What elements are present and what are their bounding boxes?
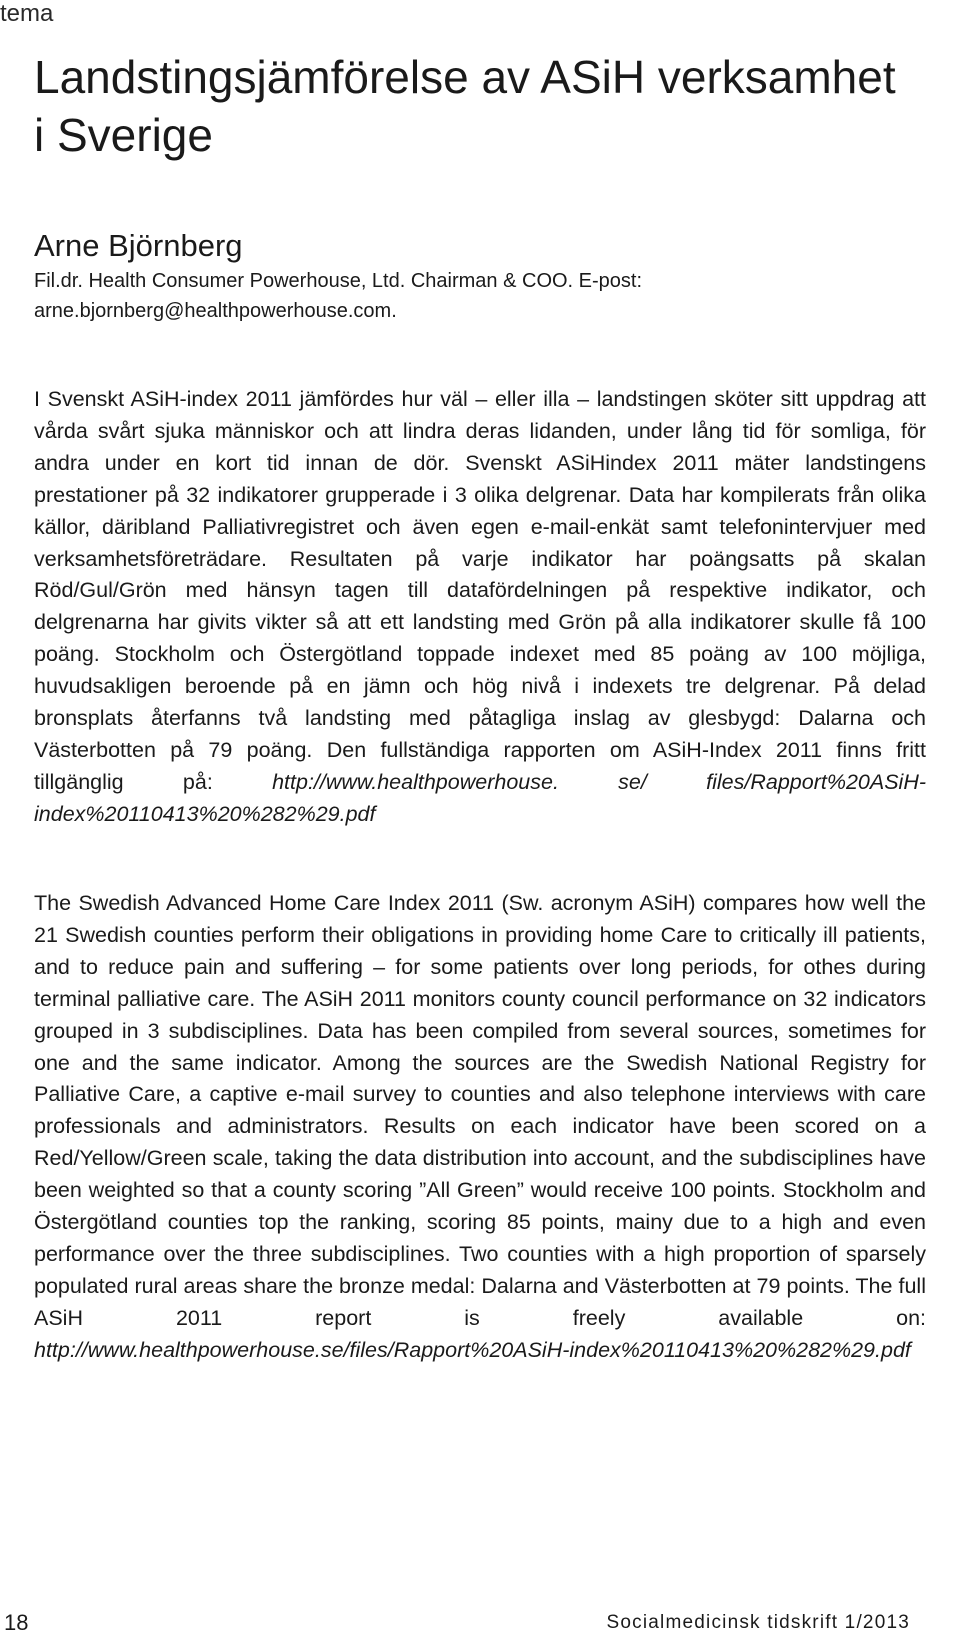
report-link-english[interactable]: http://www.healthpowerhouse.se/files/Rapport%20ASiH-index%20110413%20%282%29.pdf [34, 1337, 911, 1362]
abstract-english [34, 888, 926, 1367]
section-tag: tema [0, 0, 54, 27]
abstract-swedish-text: I Svenskt ASiH-index 2011 jämfördes hur väl – eller illa – landstingen sköter sitt uppdrag att vårda svårt sjuka människor och att lindra deras lidanden, under lång tid för somliga, för andra under en kort tid innan de dör. Svenskt ASiHindex 2011 mäter landstingens prestationer på 32 indikatorer grupperade i 3 olika delgrenar. Data har kompilerats från olika källor, däribland Palliativregistret och även egen e-mail-enkät samt telefonintervjuer med verksamhetsföreträdare. Resultaten på varje indikator har poängsatts på skalan Röd/Gul/Grön med hänsyn tagen till datafördelningen på respektive indikator, och delgrenarna har givits vikter så att ett landsting med Grön på alla indikatorer skulle få 100 poäng. Stockholm och Östergötland toppade indexet med 85 poäng av 100 möjliga, huvudsakligen beroende på en jämn och hög nivå i indexets tre delgrenar. På delad bronsplats återfanns två landsting med påtagliga inslag av glesbygd: Dalarna och Västerbotten på 79 poäng. Den fullständiga rapporten om ASiH-Index 2011 finns fritt tillgänglig på: [34, 387, 926, 794]
journal-name: Socialmedicinsk tidskrift 1/2013 [606, 1612, 910, 1633]
author-name: Arne Björnberg [34, 228, 243, 263]
article-title: Landstingsjämförelse av ASiH verksamhet i Sverige [34, 51, 896, 161]
page-number: 18 [4, 1610, 29, 1635]
report-link-swedish[interactable]: http://www.healthpowerhouse. se/ files/Rapport%20ASiH-index%20110413%20%282%29.pdf [34, 769, 927, 826]
abstract-english-text: The Swedish Advanced Home Care Index 2011 (Sw. acronym ASiH) compares how well the 21 Swedish counties perform their obligations in providing home Care to critically ill patients, and to reduce pain and suffering – for some patients over long periods, for othes during terminal palliative care. The ASiH 2011 monitors county council performance on 32 indicators grouped in 3 subdisciplines. Data has been compiled from several sources, sometimes for one and the same indicator. Among the sources are the Swedish National Registry for Palliative Care, a captive e-mail survey to counties and also telephone interviews with care professionals and administrators. Results on each indicator have been scored on a Red/Yellow/Green scale, taking the data distribution into account, and the subdisciplines have been weighted so that a county scoring ”All Green” would receive 100 points. Stockholm and Östergötland counties top the ranking, scoring 85 points, mainy due to a high and even performance over the three subdisciplines. Two counties with a high proportion of sparsely populated rural areas share the bronze medal: Dalarna and Västerbotten at 79 points. The full ASiH 2011 report is freely available on: [34, 891, 926, 1330]
author-affiliation: Fil.dr. Health Consumer Powerhouse, Ltd. Chairman & COO. E-post: arne.bjornberg@healthpowerhouse.com. [34, 270, 643, 322]
abstract-swedish [34, 384, 926, 831]
